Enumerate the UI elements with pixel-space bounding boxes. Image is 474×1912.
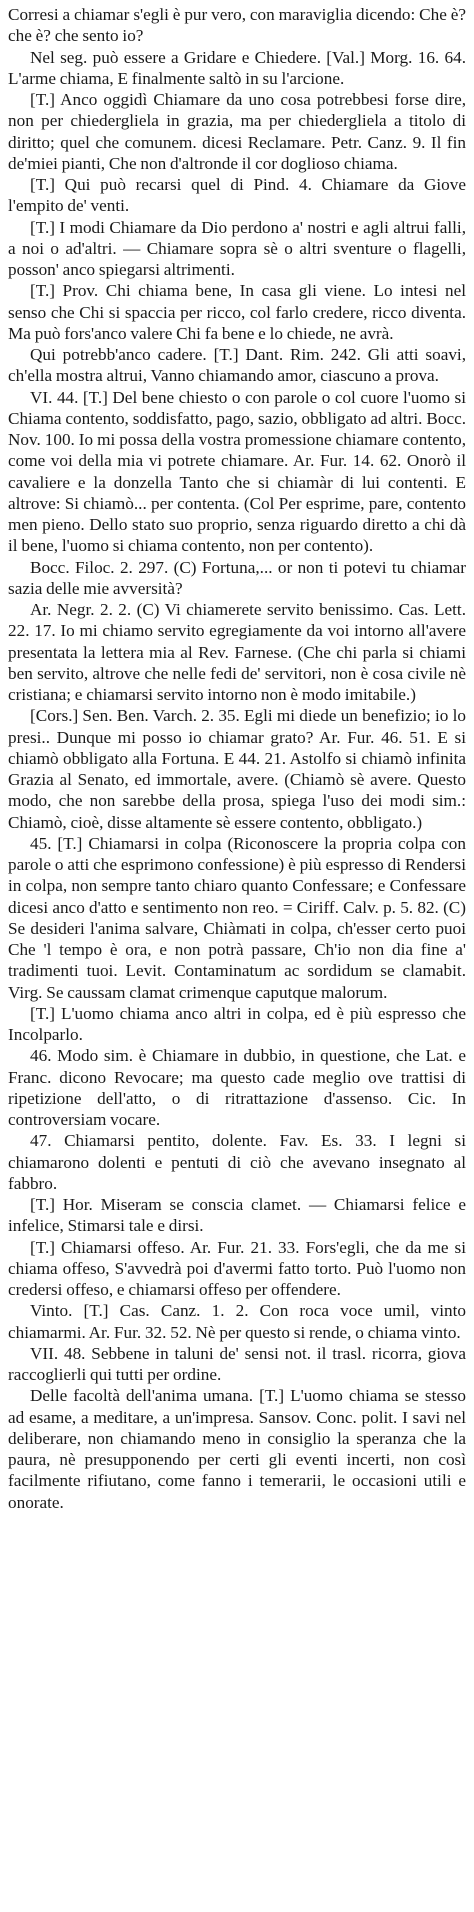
paragraph: VI. 44. [T.] Del bene chiesto o con parole o col cuore l'uomo si Chiama contento, soddisfatto, pago, sazio, obbligato ad altri. Bocc. Nov. 100. Io mi possa della vostra promessione chiamare contento, come voi della mia vi potrete chiamare. Ar. Fur. 14. 62. Onorò il cavaliere e la donzella Tanto che si chiamàr di lui contenti. E altrove: Si chiamò... per contenta. (Col Per esprime, pare, contento men pieno. Dello stato suo proprio, senza riguardo diretto a chi dà il bene, l'uomo si chiama contento, non per contento). [8,387,466,556]
paragraph: VII. 48. Sebbene in taluni de' sensi not. il trasl. ricorra, giova raccoglierli qui tutti per ordine. [8,1343,466,1384]
paragraph: 45. [T.] Chiamarsi in colpa (Riconoscere la propria colpa con parole o atti che esprimono confessione) è più espresso di Rendersi in colpa, non sempre tanto chiaro quanto Confessare; e Confessare dicesi anco d'atto e sentimento non reo. = Ciriff. Calv. p. 5. 82. (C) Se desideri l'anima salvare, Chiàmati in colpa, ch'esser certo puoi Che 'l tempo è ora, e non potrà passare, Ch'io non dia fine a' tradimenti tuoi. Levit. Contaminatum ac sordidum se clamabit. Virg. Se caussam clamat crimenque caputque malorum. [8,833,466,1002]
text-column [8,4,466,1513]
paragraph: Qui potrebb'anco cadere. [T.] Dant. Rim. 242. Gli atti soavi, ch'ella mostra altrui, Vanno chiamando amor, ciascuno a prova. [8,345,466,386]
paragraph: [T.] Hor. Miseram se conscia clamet. — Chiamarsi felice e infelice, Stimarsi tale e dirsi. [8,1195,466,1236]
paragraph: [T.] Qui può recarsi quel di Pind. 4. Chiamare da Giove l'empito de' venti. [8,175,466,216]
paragraph: [T.] Prov. Chi chiama bene, In casa gli viene. Lo intesi nel senso che Chi si spaccia per ricco, col farlo credere, ricco diventa. Ma può fors'anco valere Chi fa bene e lo chiede, ne avrà. [8,281,466,343]
paragraph: [T.] I modi Chiamare da Dio perdono a' nostri e agli altrui falli, a noi o ad'altri. — Chiamare sopra sè o altri sventure o flagelli, posson' anco spiegarsi altrimenti. [8,217,466,279]
paragraph: Vinto. [T.] Cas. Canz. 1. 2. Con roca voce umil, vinto chiamarmi. Ar. Fur. 32. 52. Nè per questo si rende, o chiama vinto. [8,1301,466,1342]
paragraph: 46. Modo sim. è Chiamare in dubbio, in questione, che Lat. e Franc. dicono Revocare; ma questo cade meglio ove trattisi di ripetizione dell'atto, o di ritrattazione d'assenso. Cic. In controversiam vocare. [8,1046,466,1129]
paragraph: Delle facoltà dell'anima umana. [T.] L'uomo chiama se stesso ad esame, a meditare, a un'impresa. Sansov. Conc. polit. I savi nel deliberare, non chiamando meno in consiglio la speranza che la paura, nè presupponendo per certi gli eventi incerti, non così facilmente rifiutano, come fanno i temerarii, le occasioni utili e onorate. [8,1386,466,1512]
paragraph: Corresi a chiamar s'egli è pur vero, con maraviglia dicendo: Che è? che è? che sento io? [8,5,466,46]
paragraph: Ar. Negr. 2. 2. (C) Vi chiamerete servito benissimo. Cas. Lett. 22. 17. Io mi chiamo servito egregiamente da voi intorno all'avere presentata la lettera mia al Rev. Farnese. (Che chi parla si chiami ben servito, altrove che nelle fedi de' servitori, non è cosa civile nè cristiana; e chiamarsi servito intorno non è modo imitabile.) [8,600,466,704]
paragraph: Bocc. Filoc. 2. 297. (C) Fortuna,... or non ti potevi tu chiamar sazia delle mie avversità? [8,557,466,598]
paragraph: Nel seg. può essere a Gridare e Chiedere. [Val.] Morg. 16. 64. L'arme chiama, E finalmente saltò in su l'arcione. [8,47,466,88]
paragraph: [T.] Chiamarsi offeso. Ar. Fur. 21. 33. Fors'egli, che da me si chiama offeso, S'avvedrà poi d'avermi fatto torto. Può l'uomo non credersi offeso, e chiamarsi offeso per offendere. [8,1237,466,1299]
paragraph: [T.] Anco oggidì Chiamare da uno cosa potrebbesi forse dire, non per chiedergliela in grazia, ma per chiedergliela a titolo di diritto; quel che comunem. dicesi Reclamare. Petr. Canz. 9. Il fin de'miei pianti, Che non d'altronde il cor doglioso chiama. [8,90,466,173]
paragraph: [T.] L'uomo chiama anco altri in colpa, ed è più espresso che Incolparlo. [8,1003,466,1044]
paragraph: 47. Chiamarsi pentito, dolente. Fav. Es. 33. I legni si chiamarono dolenti e pentuti di ciò che avevano insegnato al fabbro. [8,1131,466,1193]
paragraph: [Cors.] Sen. Ben. Varch. 2. 35. Egli mi diede un benefizio; io lo presi.. Dunque mi posso io chiamar grato? Ar. Fur. 46. 51. E si chiamò obbligato alla Fortuna. E 44. 21. Astolfo si chiamò infinita Grazia al Senato, ed immortale, avere. (Chiamò sè avere. Questo modo, che non sarebbe della prosa, spiega l'uso dei modi sim.: Chiamò, cioè, disse altamente sè essere contento, obbligato.) [8,706,466,832]
